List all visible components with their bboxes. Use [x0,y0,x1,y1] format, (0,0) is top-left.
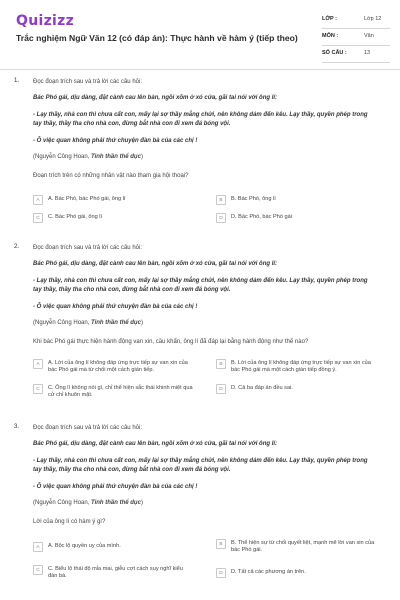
quizizz-logo: Quizizz [16,13,75,29]
option-c[interactable] [33,213,203,223]
option-text: D. Cả ba đáp án đều sai. [231,385,293,391]
meta-label: LỚP : [322,16,337,22]
meta-value: Lớp 12 [364,16,382,22]
option-d[interactable] [216,568,386,578]
worksheet-header [0,0,400,64]
option-text: D. Tất cả các phương án trên. [231,569,306,575]
question-prompt: Lời của ông lí có hàm ý gì? [33,519,106,525]
option-b[interactable] [216,195,386,205]
header-divider [0,69,400,70]
option-letter-box: A [33,359,43,369]
meta-value: 13 [364,50,371,56]
question-body [33,424,373,526]
option-a[interactable] [33,195,203,205]
passage-paragraph: Bác Phó gái, dịu dàng, đặt cành cau lên bàn, ngồi xõm ở xó cửa, gãi tai nói với ông lí: [33,441,278,447]
passage-paragraph: - Ô việc quan không phải thứ chuyện đàn bà của các chị ! [33,304,198,310]
option-letter-box: B [216,195,226,205]
option-text: A. Lời của ông lí không đáp ứng trực tiếp sự van xin của bác Phó gái mà từ chối một cách gián tiếp. [48,360,188,373]
question-number: 1. [14,78,20,84]
meta-value: Văn [364,33,374,39]
source-title: Tinh thần thể dục [91,154,141,160]
source-close: ) [140,320,143,326]
option-text: A. Bác Phó, bác Phó gái, ông lí [48,196,126,202]
option-text: D. Bác Phó, bác Phó gái [231,214,292,220]
option-letter-box: D [216,568,226,578]
option-text: B. Thể hiện sự từ chối quyết liệt, mạnh mẽ lời van xin của bác Phó gái. [231,540,375,553]
meta-row-grade [322,12,390,29]
worksheet-title: Trắc nghiệm Ngữ Văn 12 (có đáp án): Thực hành về hàm ý (tiếp theo) [16,33,298,43]
option-d[interactable] [216,213,386,223]
worksheet-meta [322,12,390,63]
question-body [33,78,373,180]
source-title: Tinh thần thể dục [91,320,141,326]
option-letter-box: A [33,542,43,552]
source-author: (Nguyễn Công Hoan, [33,154,90,160]
option-d[interactable] [216,384,386,394]
passage-paragraph: - Lạy thầy, nhà con thì chưa cất con, mấy lại sợ thầy mắng chửi, nên không dám đến kêu. Lạy thầy, quyền phép trong tay thầy, thầy tha cho nhà con, đừng bắt nhà con đi xem đá bóng vội. [33,112,368,127]
meta-row-question-count [322,46,390,63]
passage-paragraph: - Lạy thầy, nhà con thì chưa cất con, mấy lại sợ thầy mắng chửi, nên không dám đến kêu. Lạy thầy, quyền phép trong tay thầy, thầy tha cho nhà con, đừng bắt nhà con đi xem đá bóng vội. [33,458,368,473]
passage-paragraph: Bác Phó gái, dịu dàng, đặt cành cau lên bàn, ngồi xõm ở xó cửa, gãi tai nói với ông lí: [33,95,278,101]
option-c[interactable] [33,565,203,580]
option-letter-box: B [216,539,226,549]
passage-paragraph: Bác Phó gái, dịu dàng, đặt cành cau lên bàn, ngồi xõm ở xó cửa, gãi tai nói với ông lí: [33,261,278,267]
source-author: (Nguyễn Công Hoan, [33,320,90,326]
question-intro: Đọc đoạn trích sau và trả lời các câu hỏi: [33,245,142,251]
question-intro: Đọc đoạn trích sau và trả lời các câu hỏi: [33,425,142,431]
passage-source [33,153,373,161]
source-close: ) [140,500,143,506]
passage-paragraph: - Ô việc quan không phải thứ chuyện đàn bà của các chị ! [33,484,198,490]
source-author: (Nguyễn Công Hoan, [33,500,90,506]
passage-source [33,319,373,327]
option-letter-box: B [216,359,226,369]
meta-label: MÔN : [322,33,339,39]
option-letter-box: D [216,384,226,394]
meta-row-subject [322,29,390,46]
question-intro: Đọc đoạn trích sau và trả lời các câu hỏi: [33,79,142,85]
passage-paragraph: - Lạy thầy, nhà con thì chưa cất con, mấy lại sợ thầy mắng chửi, nên không dám đến kêu. Lạy thầy, quyền phép trong tay thầy, thầy tha cho nhà con, đừng bắt nhà con đi xem đá bóng vội. [33,278,368,293]
question-body [33,244,373,346]
source-title: Tinh thần thể dục [91,500,141,506]
question-number: 3. [14,424,20,430]
option-text: A. Bộc lộ quyền uy của mình. [48,543,121,549]
passage-paragraph: - Ô việc quan không phải thứ chuyện đàn bà của các chị ! [33,138,198,144]
option-c[interactable] [33,384,203,399]
passage-source [33,499,373,507]
question-passage [33,440,373,492]
question-prompt: Khi bác Phó gái thực hiện hành động van xin, cầu khẩn, ông lí đã đáp lại bằng hành động như thế nào? [33,339,309,345]
option-letter-box: C [33,213,43,223]
meta-label: SỐ CÂU : [322,50,347,56]
option-a[interactable] [33,542,203,552]
option-letter-box: A [33,195,43,205]
question-passage [33,260,373,312]
question-number: 2. [14,244,20,250]
option-letter-box: C [33,384,43,394]
source-close: ) [140,154,143,160]
option-b[interactable] [216,359,386,374]
option-text: C. Biểu lộ thái độ mỉa mai, giễu cợt cách suy nghĩ kiểu đàn bà. [48,566,183,579]
option-letter-box: D [216,213,226,223]
option-text: C. Ông lí không nói gì, chỉ thể hiện sắc thái khinh miệt qua cử chỉ khuôn mặt. [48,385,193,398]
option-letter-box: C [33,565,43,575]
option-text: B. Bác Phó, ông lí [231,196,276,202]
question-passage [33,94,373,146]
option-text: C. Bác Phó gái, ông lí [48,214,103,220]
option-a[interactable] [33,359,203,374]
option-text: B. Lời của ông lí không đáp ứng trực tiếp sự van xin của bác Phó gái mà một cách gián tiếp đồng ý. [231,360,371,373]
option-b[interactable] [216,539,386,554]
question-prompt: Đoạn trích trên có những nhân vật nào tham gia hội thoại? [33,173,189,179]
